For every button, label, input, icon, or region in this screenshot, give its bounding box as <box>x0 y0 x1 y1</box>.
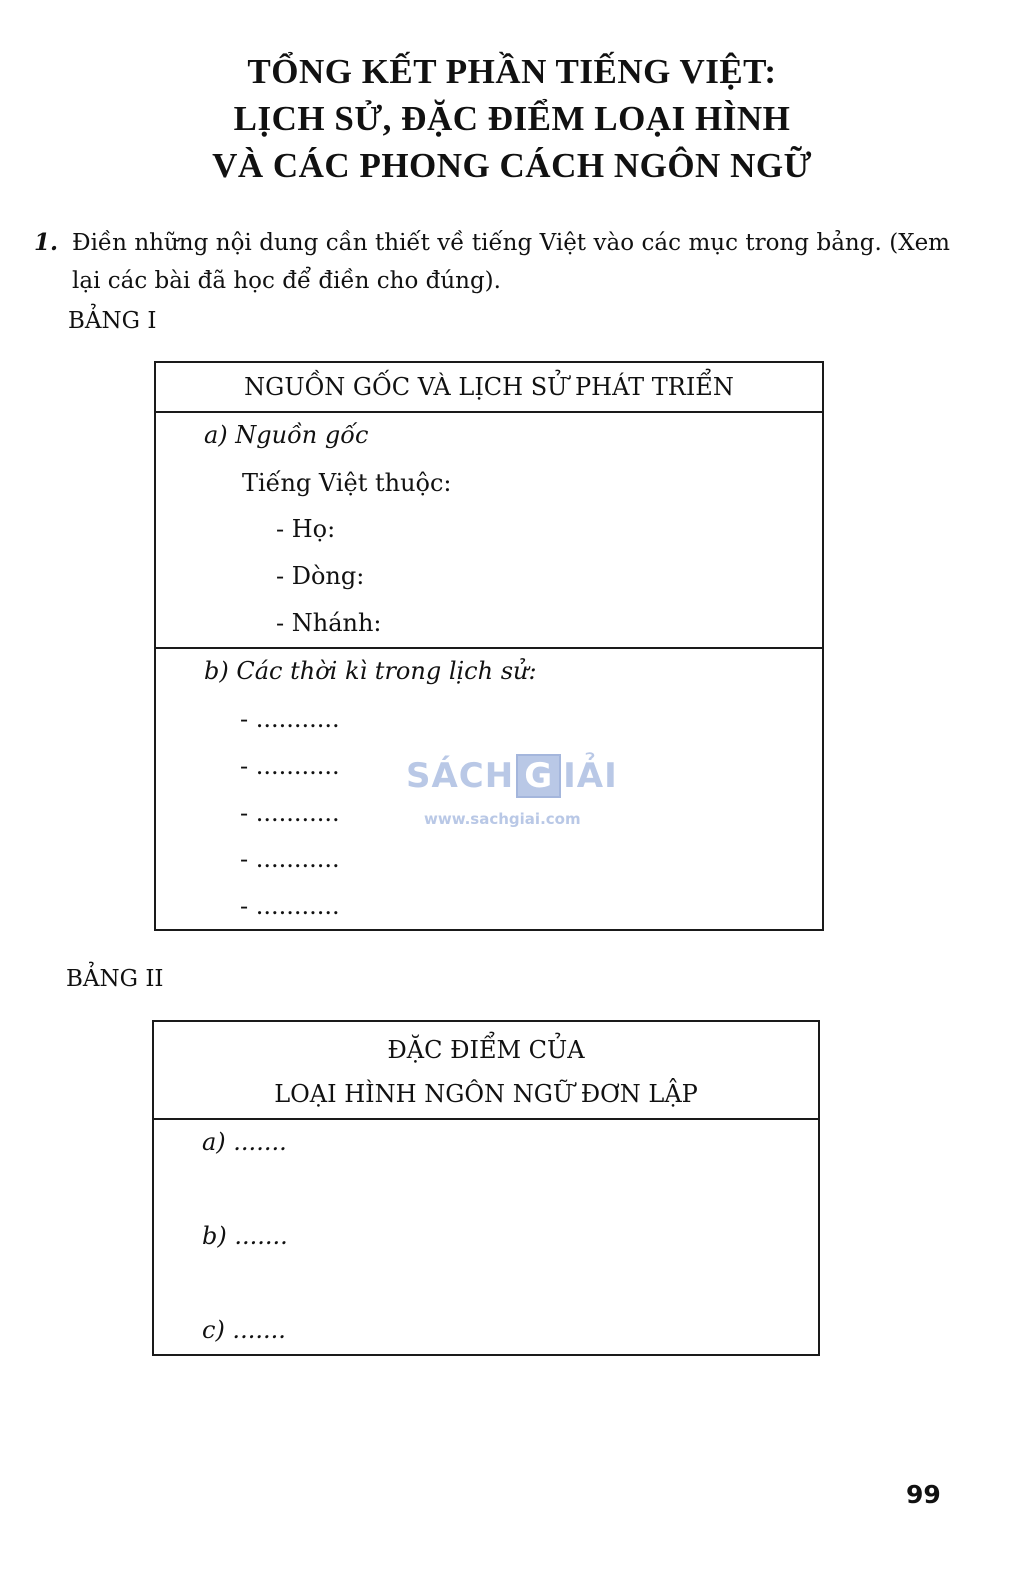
table2-header-line-2: LOẠI HÌNH NGÔN NGỮ ĐƠN LẬP <box>274 1080 698 1108</box>
periods-heading: b) Các thời kì trong lịch sử: <box>204 657 537 685</box>
period-item: - ........... <box>240 892 340 920</box>
feature-item-b: b) ....... <box>202 1222 288 1250</box>
table1-section-origin <box>156 413 822 649</box>
period-item: - ........... <box>240 799 340 827</box>
question-1 <box>34 224 950 300</box>
title-line-2: LỊCH SỬ, ĐẶC ĐIỂM LOẠI HÌNH <box>233 99 791 138</box>
question-text: Điền những nội dung cần thiết về tiếng Việt vào các mục trong bảng. (Xem lại các bài đã học để điền cho đúng). <box>72 230 950 294</box>
question-number: 1. <box>34 229 59 256</box>
watermark-logo <box>406 754 618 798</box>
table2-header <box>154 1022 818 1120</box>
page-title <box>0 48 1024 189</box>
period-item: - ........... <box>240 845 340 873</box>
origin-intro: Tiếng Việt thuộc: <box>242 469 452 497</box>
feature-item-a: a) ....... <box>202 1128 287 1156</box>
watermark <box>406 736 618 836</box>
table2 <box>152 1020 820 1356</box>
table2-body <box>154 1120 818 1354</box>
watermark-brand-left: SÁCH <box>406 756 515 796</box>
origin-heading: a) Nguồn gốc <box>204 421 369 449</box>
feature-item-c: c) ....... <box>202 1316 286 1344</box>
period-item: - ........... <box>240 705 340 733</box>
table2-caption: BẢNG II <box>66 966 164 992</box>
title-line-1: TỔNG KẾT PHẦN TIẾNG VIỆT: <box>247 52 777 91</box>
period-item: - ........... <box>240 752 340 780</box>
watermark-url: www.sachgiai.com <box>424 810 581 828</box>
title-line-3: VÀ CÁC PHONG CÁCH NGÔN NGỮ <box>212 146 812 185</box>
table1-caption: BẢNG I <box>68 308 157 334</box>
table2-header-line-1: ĐẶC ĐIỂM CỦA <box>387 1036 585 1064</box>
table1-header: NGUỒN GỐC VÀ LỊCH SỬ PHÁT TRIỂN <box>156 363 822 413</box>
watermark-brand-right: IẢI <box>563 756 618 796</box>
origin-item-branch: - Nhánh: <box>276 609 382 637</box>
origin-item-line: - Dòng: <box>276 562 365 590</box>
page-number: 99 <box>906 1480 941 1509</box>
watermark-brand-g: G <box>516 754 561 798</box>
table1 <box>154 361 824 931</box>
origin-item-family: - Họ: <box>276 515 336 543</box>
